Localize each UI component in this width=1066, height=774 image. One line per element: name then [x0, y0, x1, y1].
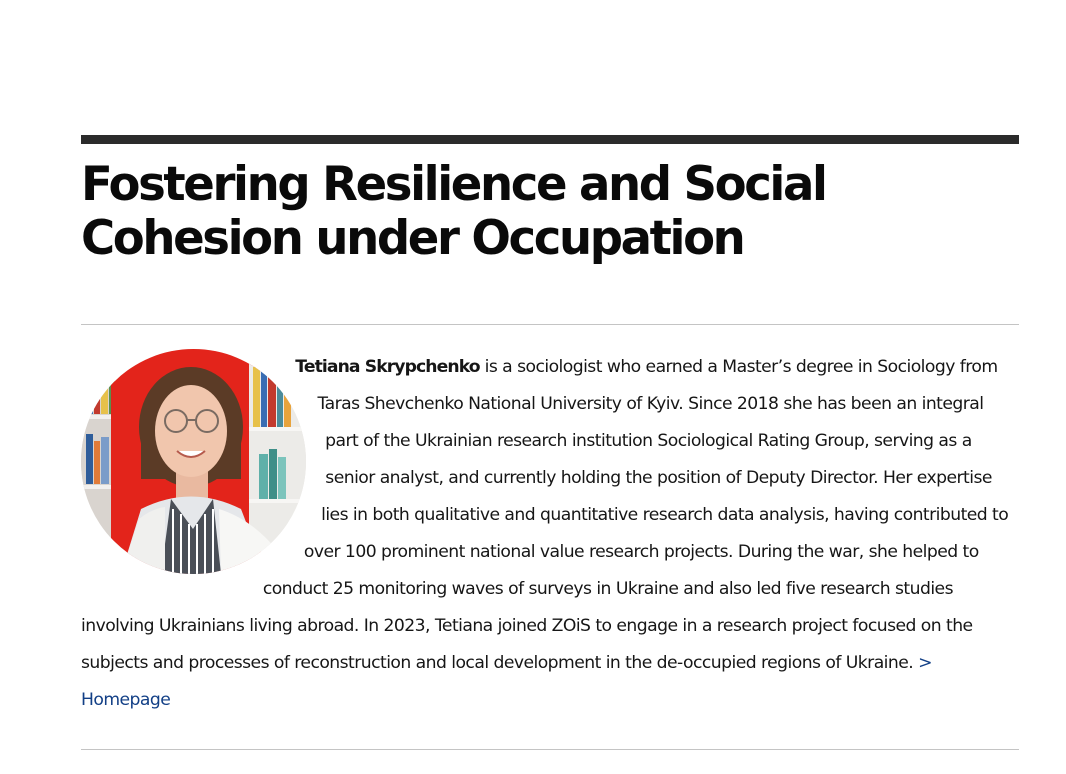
homepage-link[interactable]: > Homepage [81, 653, 932, 710]
title-top-rule [81, 135, 1019, 144]
section-divider [81, 324, 1019, 325]
bio-text: is a sociologist who earned a Master’s degree in Sociology from Taras Shevchenko National University of Kyiv. Since 2018 she has been an integral part of the Ukrainian research institution Sociological Rating Group, serving as a senior analyst, and currently holding the position of Deputy Director. Her expertise lies in both qualitative and quantitative research data analysis, having contributed to over 100 prominent national value research projects. During the war, she helped to conduct 25 monitoring waves of surveys in Ukraine and also led five research studies involving Ukrainians living abroad. In 2023, Tetiana joined ZOiS to engage in a research project focused on the subjects and processes of reconstruction and local development in the de-occupied regions of Ukraine. [81, 357, 1009, 673]
bottom-divider [81, 749, 1019, 750]
page-title: Fostering Resilience and Social Cohesion under Occupation [81, 157, 826, 266]
person-name: Tetiana Skrypchenko [295, 357, 480, 377]
person-bio [81, 349, 1019, 719]
person-portrait [81, 349, 306, 574]
